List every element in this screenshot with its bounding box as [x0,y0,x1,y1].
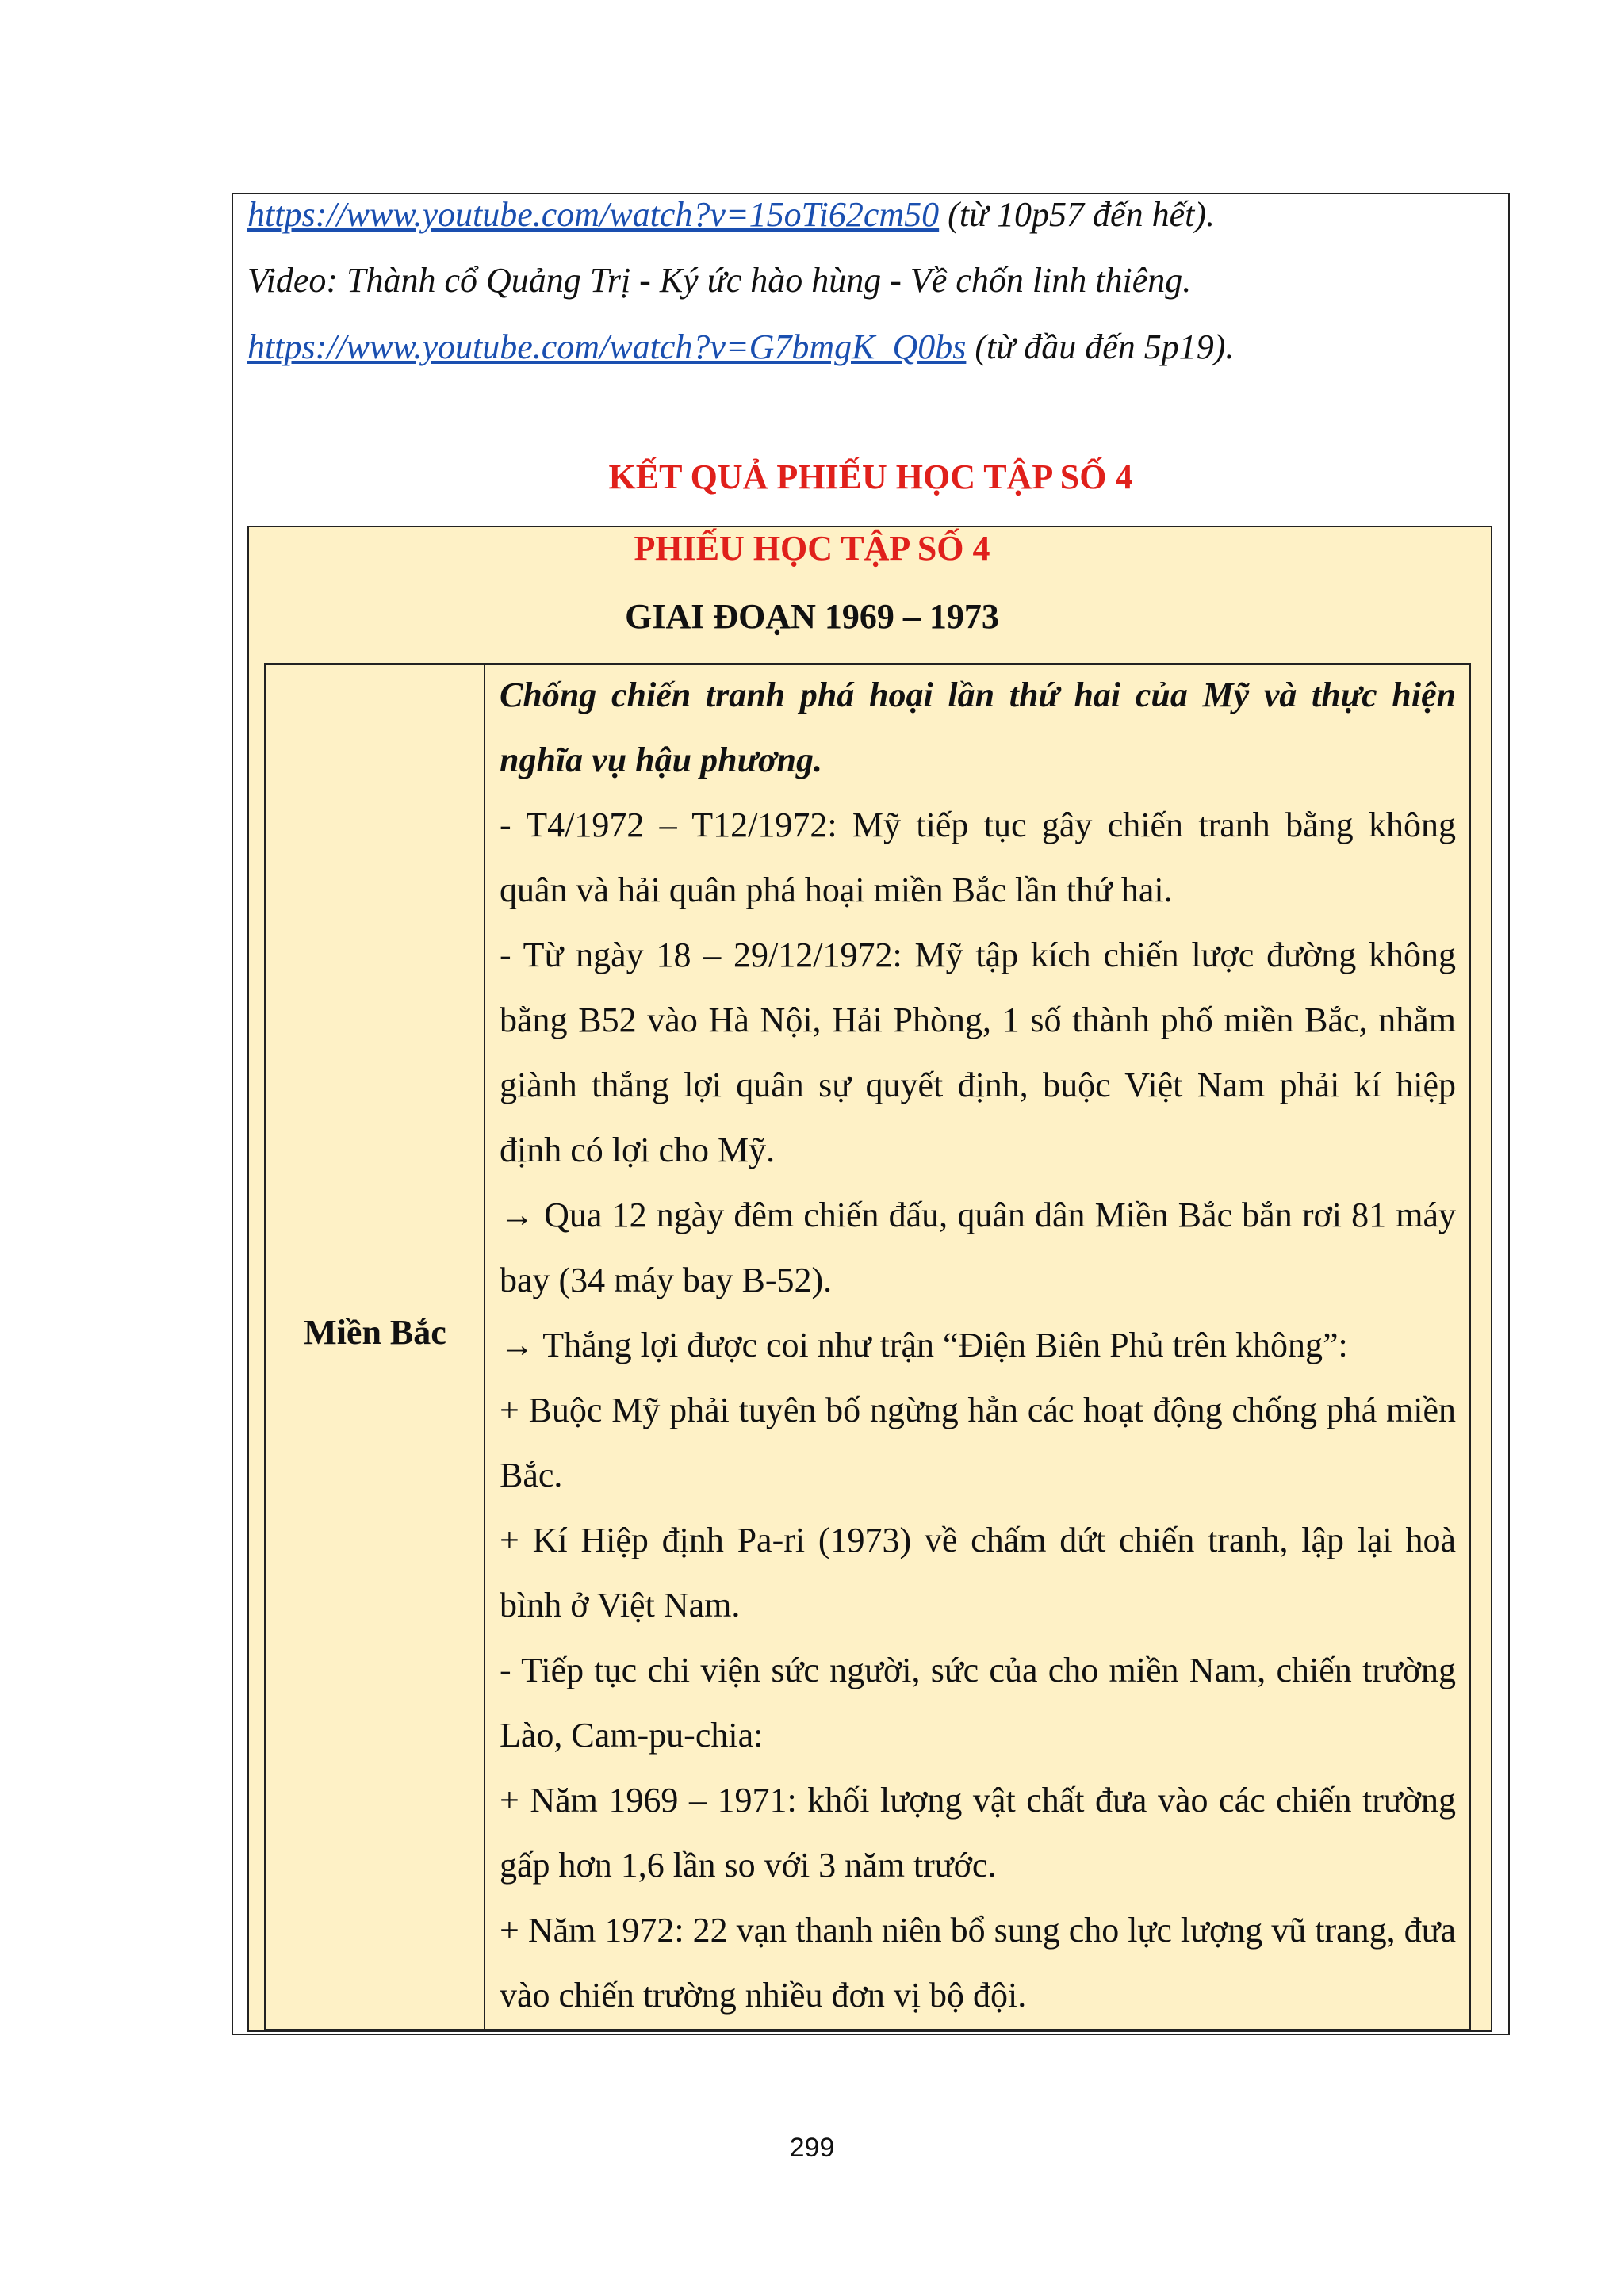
worksheet-period: GIAI ĐOẠN 1969 – 1973 [625,597,999,636]
video-title-line: Video: Thành cổ Quảng Trị - Ký ức hào hùng - Về chốn linh thiêng. [247,261,1192,300]
result-title: KẾT QUẢ PHIẾU HỌC TẬP SỐ 4 [608,457,1133,496]
content-paragraph: + Năm 1972: 22 vạn thanh niên bổ sung cho lực lượng vũ trang, đưa vào chiến trường nhiều đơn vị bộ đội. [500,1911,1456,2015]
content-paragraph: + Kí Hiệp định Pa-ri (1973) về chấm dứt chiến tranh, lập lại hoà bình ở Việt Nam. [500,1521,1456,1624]
link-2-note: (từ đầu đến 5p19). [966,327,1235,366]
content-paragraph: + Năm 1969 – 1971: khối lượng vật chất đưa vào các chiến trường gấp hơn 1,6 lần so với 3 năm trước. [500,1781,1456,1885]
youtube-link-1[interactable]: https://www.youtube.com/watch?v=15oTi62cm50 [247,195,940,234]
content-paragraph: - Tiếp tục chi viện sức người, sức của cho miền Nam, chiến trường Lào, Cam-pu-chia: [500,1651,1456,1755]
content-paragraph: - T4/1972 – T12/1972: Mỹ tiếp tục gây chiến tranh bằng không quân và hải quân phá hoại miền Bắc lần thứ hai. [500,806,1456,909]
content-heading: Chống chiến tranh phá hoại lần thứ hai của Mỹ và thực hiện nghĩa vụ hậu phương. [500,675,1456,779]
content-paragraph: → Thắng lợi được coi như trận “Điện Biên Phủ trên không”: [500,1326,1348,1364]
youtube-link-2[interactable]: https://www.youtube.com/watch?v=G7bmgK_Q0bs [247,327,967,366]
content-cell [500,663,1456,2028]
content-paragraph: + Buộc Mỹ phải tuyên bố ngừng hẳn các hoạt động chống phá miền Bắc. [500,1391,1456,1494]
column-divider [484,663,485,2031]
video-link-line-2 [247,327,1234,367]
page-number: 299 [789,2133,835,2163]
row-label-mien-bac: Miền Bắc [304,1313,446,1352]
content-paragraph: - Từ ngày 18 – 29/12/1972: Mỹ tập kích chiến lược đường không bằng B52 vào Hà Nội, Hải Phòng, 1 số thành phố miền Bắc, nhằm giành thắng lợi quân sự quyết định, buộc Việt Nam phải kí hiệp định có lợi cho Mỹ. [500,936,1456,1169]
video-link-line-1 [247,194,1215,235]
link-1-note: (từ 10p57 đến hết). [939,195,1215,234]
content-paragraph: → Qua 12 ngày đêm chiến đấu, quân dân Miền Bắc bắn rơi 81 máy bay (34 máy bay B-52). [500,1196,1456,1299]
worksheet-title: PHIẾU HỌC TẬP SỐ 4 [634,529,990,568]
